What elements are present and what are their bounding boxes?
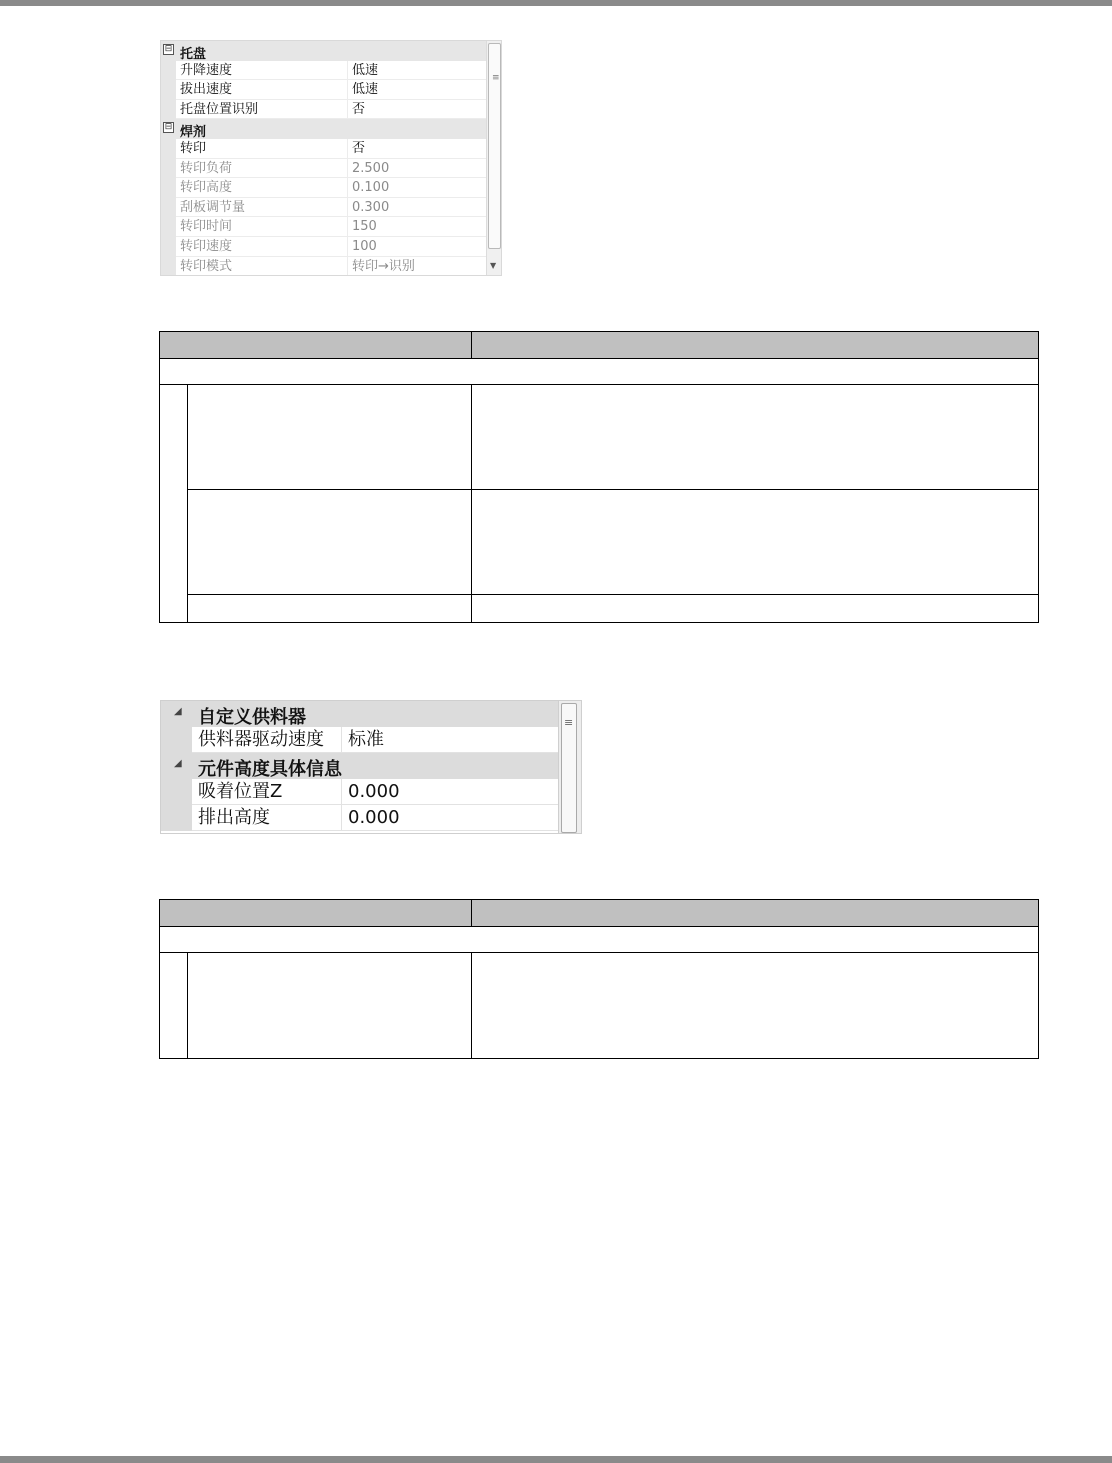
property-value[interactable]: 低速 [348, 61, 486, 81]
property-value[interactable]: 0.000 [342, 779, 558, 805]
property-row[interactable] [161, 805, 558, 831]
table-header [160, 900, 1038, 927]
table-row [187, 490, 1038, 595]
property-row[interactable] [161, 159, 486, 179]
table-group-row [160, 359, 1038, 385]
property-row[interactable] [161, 237, 486, 257]
row-gutter [161, 779, 192, 805]
property-name: 刮板调节量 [176, 198, 348, 218]
property-value[interactable]: 低速 [348, 80, 486, 100]
table-row [187, 595, 1038, 622]
table-cell-left [188, 953, 472, 1058]
scrollbar-thumb[interactable] [561, 703, 577, 833]
row-gutter [161, 237, 176, 257]
property-name: 转印高度 [176, 178, 348, 198]
property-grid-feeder[interactable] [160, 700, 582, 834]
category-header-part-height[interactable] [161, 753, 558, 779]
property-name: 托盘位置识别 [176, 100, 348, 120]
table-header-left [160, 332, 472, 358]
row-gutter [161, 139, 176, 159]
collapse-icon[interactable]: ⊟ [164, 44, 173, 54]
expanded-triangle-icon[interactable]: ◢ [174, 758, 182, 769]
scroll-down-arrow-icon[interactable]: ▼ [490, 261, 497, 270]
grip-icon: ≡ [492, 73, 500, 83]
property-value[interactable]: 100 [348, 237, 486, 257]
property-row[interactable] [161, 80, 486, 100]
top-rule [0, 0, 1112, 6]
property-row[interactable] [161, 779, 558, 805]
property-row[interactable] [161, 727, 558, 753]
category-header-tray[interactable] [161, 41, 486, 61]
row-gutter [161, 178, 176, 198]
property-row[interactable] [161, 178, 486, 198]
row-gutter [161, 61, 176, 81]
property-name: 排出高度 [192, 805, 342, 831]
property-name: 拔出速度 [176, 80, 348, 100]
table-cell-left [188, 385, 472, 489]
property-name: 转印速度 [176, 237, 348, 257]
property-rows [161, 701, 558, 831]
row-gutter [161, 727, 192, 753]
property-row[interactable] [161, 257, 486, 276]
property-value[interactable]: 2.500 [348, 159, 486, 179]
description-table-2 [159, 899, 1039, 1059]
property-name: 转印 [176, 139, 348, 159]
category-header-custom-feeder[interactable] [161, 701, 558, 727]
property-row[interactable] [161, 61, 486, 81]
property-value[interactable]: 否 [348, 139, 486, 159]
collapse-icon[interactable]: ⊟ [164, 122, 173, 133]
table-cell-left [188, 595, 472, 622]
row-gutter [161, 805, 192, 831]
table-group-row [160, 927, 1038, 953]
property-value[interactable]: 转印→识别 [348, 257, 486, 276]
property-name: 供料器驱动速度 [192, 727, 342, 753]
row-gutter [161, 100, 176, 120]
table-row [187, 385, 1038, 490]
property-row[interactable] [161, 198, 486, 218]
description-table-1 [159, 331, 1039, 623]
property-row[interactable] [161, 139, 486, 159]
table-header-left [160, 900, 472, 926]
property-name: 升降速度 [176, 61, 348, 81]
property-row[interactable] [161, 100, 486, 120]
category-label: 自定义供料器 [198, 707, 306, 728]
vertical-scrollbar[interactable] [558, 701, 582, 833]
table-cell-left [188, 490, 472, 594]
property-name: 转印时间 [176, 217, 348, 237]
category-label: 焊剂 [180, 125, 207, 141]
property-name: 转印负荷 [176, 159, 348, 179]
grip-icon: ≡ [564, 716, 574, 729]
expanded-triangle-icon[interactable]: ◢ [174, 706, 182, 717]
property-value[interactable]: 标准 [342, 727, 558, 753]
category-label: 托盘 [180, 47, 207, 62]
property-value[interactable]: 0.300 [348, 198, 486, 218]
row-gutter [161, 159, 176, 179]
bottom-rule [0, 1456, 1112, 1463]
category-label: 元件高度具体信息 [198, 759, 342, 780]
scrollbar-thumb[interactable] [488, 43, 501, 249]
row-gutter [161, 80, 176, 100]
property-row[interactable] [161, 217, 486, 237]
property-name: 转印模式 [176, 257, 348, 276]
table-header [160, 332, 1038, 359]
table-row [187, 953, 1038, 1058]
row-gutter [161, 198, 176, 218]
property-rows [161, 41, 486, 276]
property-grid-tray-flux[interactable] [160, 40, 502, 276]
row-gutter [161, 257, 176, 276]
property-value[interactable]: 否 [348, 100, 486, 120]
row-gutter [161, 217, 176, 237]
category-header-flux[interactable] [161, 119, 486, 139]
property-value[interactable]: 150 [348, 217, 486, 237]
property-value[interactable]: 0.000 [342, 805, 558, 831]
property-name: 吸着位置Z [192, 779, 342, 805]
property-value[interactable]: 0.100 [348, 178, 486, 198]
vertical-scrollbar[interactable] [486, 41, 502, 275]
